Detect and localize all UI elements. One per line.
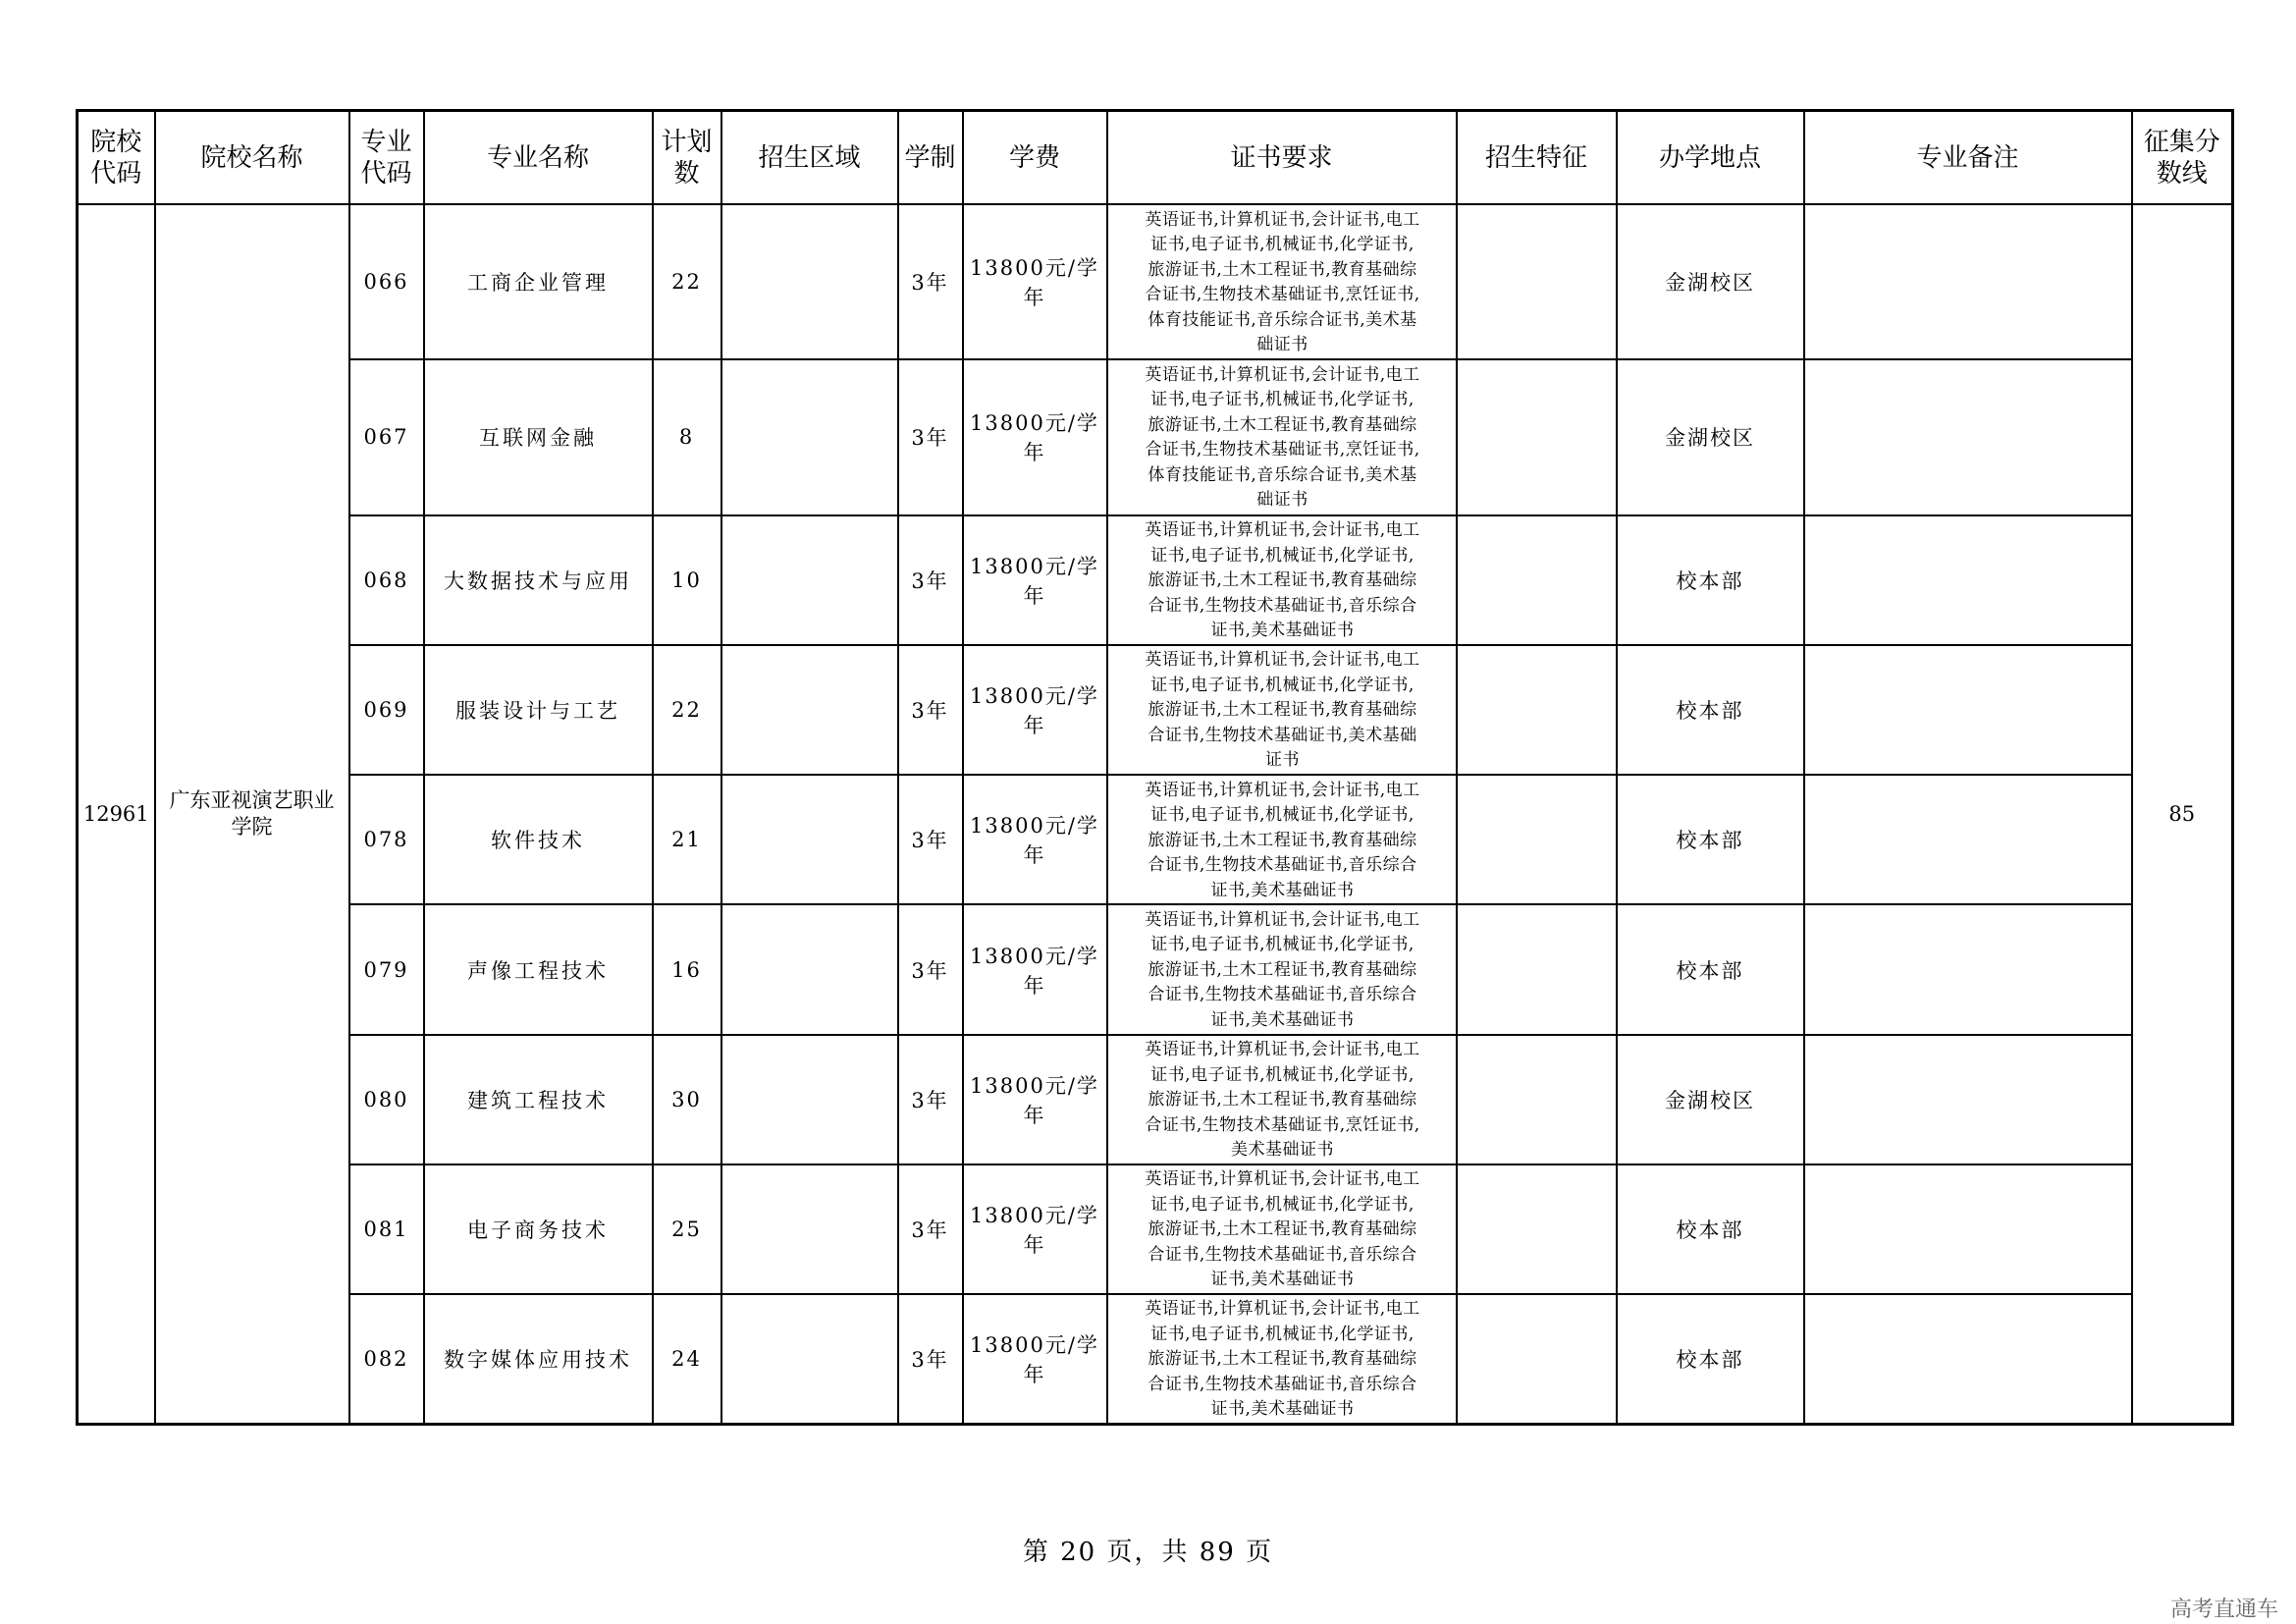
- tuition: 13800元/学年: [963, 515, 1107, 645]
- header-duration: 学制: [898, 111, 963, 205]
- region: [721, 204, 898, 359]
- remark: [1804, 645, 2132, 775]
- feature: [1457, 645, 1617, 775]
- page-number: 第 20 页，共 89 页: [1022, 1538, 1274, 1567]
- school-code: 12961: [78, 204, 155, 1425]
- location: 校本部: [1617, 775, 1804, 904]
- major-name: 大数据技术与应用: [424, 515, 653, 645]
- tuition: 13800元/学年: [963, 775, 1107, 904]
- tuition: 13800元/学年: [963, 359, 1107, 514]
- major-name: 软件技术: [424, 775, 653, 904]
- tuition: 13800元/学年: [963, 1294, 1107, 1424]
- header-school-name: 院校名称: [155, 111, 349, 205]
- major-code: 080: [349, 1035, 424, 1164]
- cert-requirements: 英语证书,计算机证书,会计证书,电工 证书,电子证书,机械证书,化学证书, 旅游证书,土木工程证书,教育基础综 合证书,生物技术基础证书,烹饪证书, 美术基础证书: [1107, 1035, 1457, 1164]
- major-name: 工商企业管理: [424, 204, 653, 359]
- region: [721, 775, 898, 904]
- location: 校本部: [1617, 515, 1804, 645]
- tuition: 13800元/学年: [963, 645, 1107, 775]
- region: [721, 515, 898, 645]
- region: [721, 359, 898, 514]
- table-row: [78, 515, 2233, 645]
- major-code: 066: [349, 204, 424, 359]
- region: [721, 645, 898, 775]
- region: [721, 904, 898, 1034]
- cert-requirements: 英语证书,计算机证书,会计证书,电工 证书,电子证书,机械证书,化学证书, 旅游证书,土木工程证书,教育基础综 合证书,生物技术基础证书,美术基础 证书: [1107, 645, 1457, 775]
- plan-count: 30: [653, 1035, 721, 1164]
- duration: 3年: [898, 1294, 963, 1424]
- remark: [1804, 775, 2132, 904]
- cert-requirements: 英语证书,计算机证书,会计证书,电工 证书,电子证书,机械证书,化学证书, 旅游证书,土木工程证书,教育基础综 合证书,生物技术基础证书,音乐综合 证书,美术基础证书: [1107, 775, 1457, 904]
- table-row: [78, 775, 2233, 904]
- table-row: [78, 204, 2233, 359]
- remark: [1804, 904, 2132, 1034]
- remark: [1804, 515, 2132, 645]
- duration: 3年: [898, 515, 963, 645]
- cert-requirements: 英语证书,计算机证书,会计证书,电工 证书,电子证书,机械证书,化学证书, 旅游证书,土木工程证书,教育基础综 合证书,生物技术基础证书,音乐综合 证书,美术基础证书: [1107, 515, 1457, 645]
- major-code: 078: [349, 775, 424, 904]
- major-code: 067: [349, 359, 424, 514]
- tuition: 13800元/学年: [963, 204, 1107, 359]
- cert-requirements: 英语证书,计算机证书,会计证书,电工 证书,电子证书,机械证书,化学证书, 旅游证书,土木工程证书,教育基础综 合证书,生物技术基础证书,烹饪证书, 体育技能证书,音乐综合证书,美术基 础证书: [1107, 204, 1457, 359]
- plan-count: 24: [653, 1294, 721, 1424]
- header-school-code: 院校代码: [78, 111, 155, 205]
- cert-requirements: 英语证书,计算机证书,会计证书,电工 证书,电子证书,机械证书,化学证书, 旅游证书,土木工程证书,教育基础综 合证书,生物技术基础证书,烹饪证书, 体育技能证书,音乐综合证书,美术基 础证书: [1107, 359, 1457, 514]
- duration: 3年: [898, 645, 963, 775]
- major-code: 068: [349, 515, 424, 645]
- header-cert: 证书要求: [1107, 111, 1457, 205]
- feature: [1457, 775, 1617, 904]
- plan-count: 22: [653, 204, 721, 359]
- feature: [1457, 1164, 1617, 1294]
- table-row: [78, 645, 2233, 775]
- cert-requirements: 英语证书,计算机证书,会计证书,电工 证书,电子证书,机械证书,化学证书, 旅游证书,土木工程证书,教育基础综 合证书,生物技术基础证书,音乐综合 证书,美术基础证书: [1107, 1294, 1457, 1424]
- header-plan: 计划数: [653, 111, 721, 205]
- plan-count: 8: [653, 359, 721, 514]
- feature: [1457, 904, 1617, 1034]
- major-code: 079: [349, 904, 424, 1034]
- region: [721, 1035, 898, 1164]
- watermark: 高考直通车: [2169, 1597, 2278, 1622]
- school-name-line2: 学院: [231, 815, 273, 839]
- major-name: 数字媒体应用技术: [424, 1294, 653, 1424]
- location: 金湖校区: [1617, 359, 1804, 514]
- plan-count: 21: [653, 775, 721, 904]
- region: [721, 1294, 898, 1424]
- tuition: 13800元/学年: [963, 1164, 1107, 1294]
- remark: [1804, 1164, 2132, 1294]
- feature: [1457, 1294, 1617, 1424]
- location: 校本部: [1617, 1294, 1804, 1424]
- major-name: 建筑工程技术: [424, 1035, 653, 1164]
- major-name: 互联网金融: [424, 359, 653, 514]
- location: 校本部: [1617, 645, 1804, 775]
- table-row: [78, 904, 2233, 1034]
- duration: 3年: [898, 904, 963, 1034]
- location: 金湖校区: [1617, 1035, 1804, 1164]
- major-name: 服装设计与工艺: [424, 645, 653, 775]
- plan-count: 16: [653, 904, 721, 1034]
- major-code: 069: [349, 645, 424, 775]
- location: 金湖校区: [1617, 204, 1804, 359]
- duration: 3年: [898, 1035, 963, 1164]
- feature: [1457, 204, 1617, 359]
- remark: [1804, 204, 2132, 359]
- duration: 3年: [898, 775, 963, 904]
- plan-count: 22: [653, 645, 721, 775]
- header-tuition: 学费: [963, 111, 1107, 205]
- plan-count: 25: [653, 1164, 721, 1294]
- admissions-table: [76, 109, 2234, 1426]
- header-location: 办学地点: [1617, 111, 1804, 205]
- header-remark: 专业备注: [1804, 111, 2132, 205]
- table-row: [78, 1035, 2233, 1164]
- cert-requirements: 英语证书,计算机证书,会计证书,电工 证书,电子证书,机械证书,化学证书, 旅游证书,土木工程证书,教育基础综 合证书,生物技术基础证书,音乐综合 证书,美术基础证书: [1107, 904, 1457, 1034]
- table-row: [78, 1164, 2233, 1294]
- tuition: 13800元/学年: [963, 1035, 1107, 1164]
- feature: [1457, 515, 1617, 645]
- major-code: 082: [349, 1294, 424, 1424]
- region: [721, 1164, 898, 1294]
- duration: 3年: [898, 204, 963, 359]
- major-name: 电子商务技术: [424, 1164, 653, 1294]
- table-row: [78, 1294, 2233, 1424]
- tuition: 13800元/学年: [963, 904, 1107, 1034]
- remark: [1804, 359, 2132, 514]
- duration: 3年: [898, 359, 963, 514]
- major-name: 声像工程技术: [424, 904, 653, 1034]
- location: 校本部: [1617, 904, 1804, 1034]
- duration: 3年: [898, 1164, 963, 1294]
- header-feature: 招生特征: [1457, 111, 1617, 205]
- cert-requirements: 英语证书,计算机证书,会计证书,电工 证书,电子证书,机械证书,化学证书, 旅游证书,土木工程证书,教育基础综 合证书,生物技术基础证书,音乐综合 证书,美术基础证书: [1107, 1164, 1457, 1294]
- header-major-code: 专业代码: [349, 111, 424, 205]
- plan-count: 10: [653, 515, 721, 645]
- remark: [1804, 1035, 2132, 1164]
- feature: [1457, 359, 1617, 514]
- header-row: [78, 111, 2233, 205]
- feature: [1457, 1035, 1617, 1164]
- score-line: 85: [2132, 204, 2233, 1425]
- school-name-line1: 广东亚视演艺职业: [169, 788, 335, 812]
- table-row: [78, 359, 2233, 514]
- header-score: 征集分数线: [2132, 111, 2233, 205]
- school-name: [155, 204, 349, 1425]
- location: 校本部: [1617, 1164, 1804, 1294]
- header-region: 招生区域: [721, 111, 898, 205]
- remark: [1804, 1294, 2132, 1424]
- header-major-name: 专业名称: [424, 111, 653, 205]
- major-code: 081: [349, 1164, 424, 1294]
